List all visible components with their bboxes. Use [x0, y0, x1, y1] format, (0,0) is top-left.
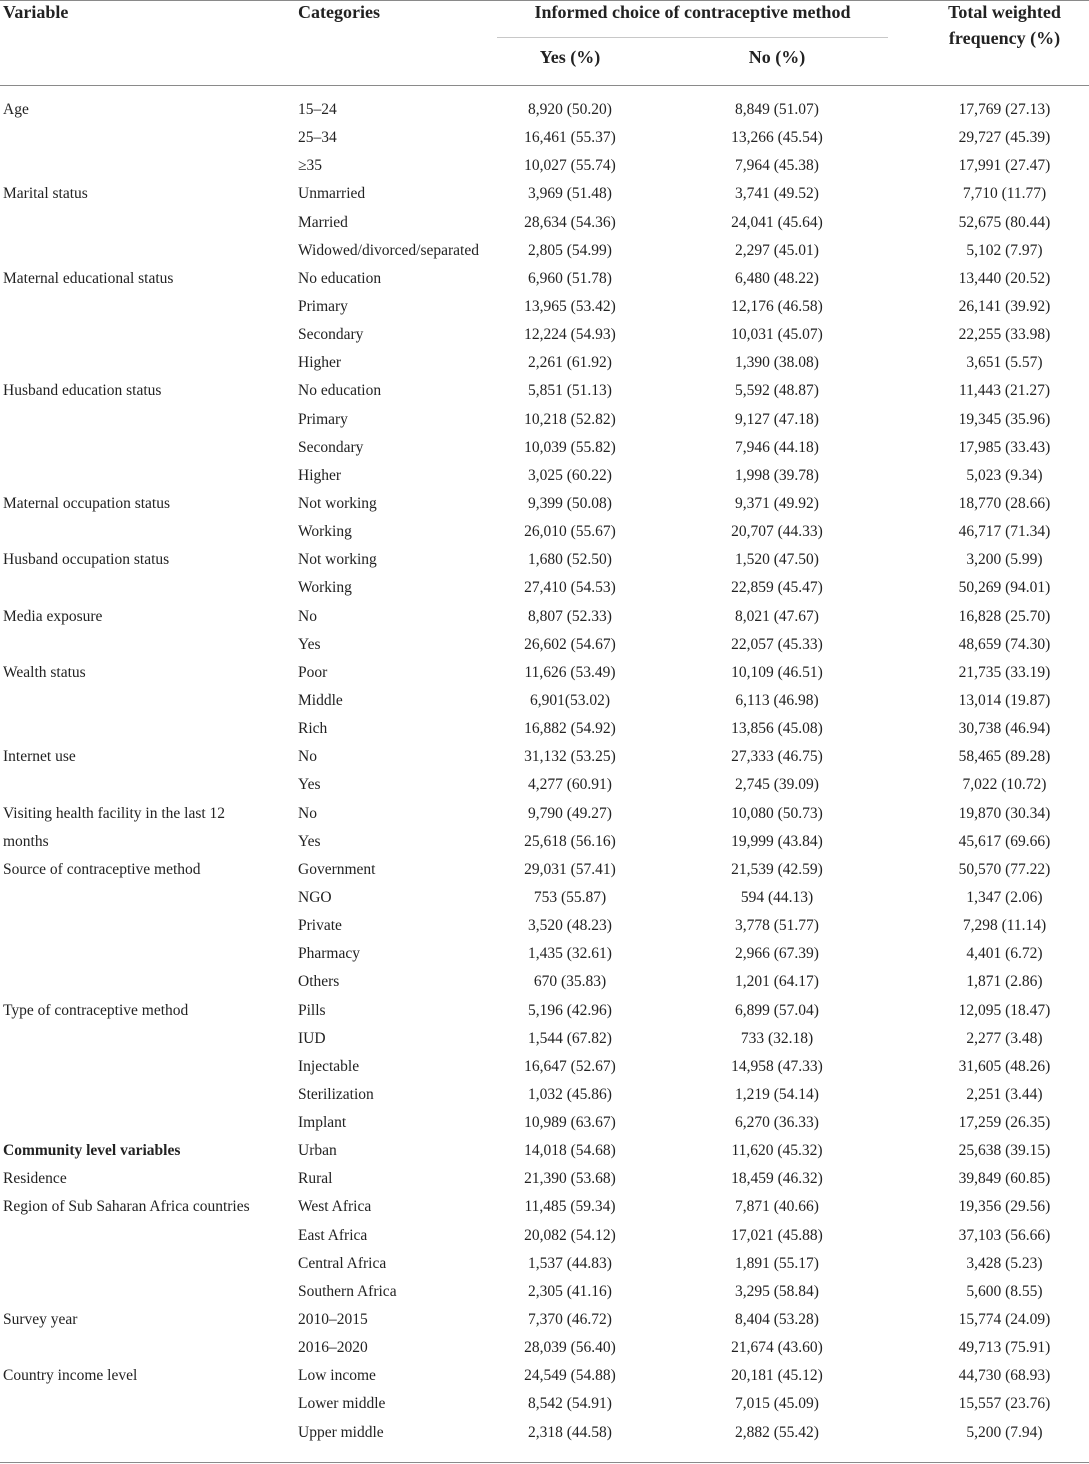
- header-no: No (%): [748, 47, 806, 67]
- table-row: [0, 715, 1089, 743]
- cell-total: 50,570 (77.22): [958, 860, 1051, 878]
- cell-yes: 2,318 (44.58): [528, 1423, 612, 1441]
- cell-category: 25–34: [298, 129, 337, 147]
- table-row: [0, 518, 1089, 546]
- cell-no: 6,480 (48.22): [735, 269, 819, 287]
- cell-yes: 6,960 (51.78): [528, 269, 612, 287]
- cell-no: 19,999 (43.84): [731, 832, 823, 850]
- cell-yes: 5,196 (42.96): [528, 1001, 612, 1019]
- table-row: [0, 743, 1089, 771]
- table-row: [0, 490, 1089, 518]
- cell-no: 22,057 (45.33): [731, 635, 823, 653]
- cell-category: No: [298, 607, 317, 625]
- table-row: [0, 180, 1089, 208]
- cell-total: 22,255 (33.98): [958, 326, 1051, 344]
- table-row: [0, 1419, 1089, 1447]
- table-row: [0, 265, 1089, 293]
- cell-category: No education: [298, 269, 382, 287]
- cell-no: 9,371 (49.92): [735, 494, 819, 512]
- table-row: [0, 1390, 1089, 1418]
- cell-no: 2,966 (67.39): [735, 945, 819, 963]
- cell-yes: 31,132 (53.25): [524, 748, 616, 766]
- cell-category: Poor: [298, 663, 328, 681]
- cell-total: 17,991 (27.47): [958, 157, 1051, 175]
- cell-category: No: [298, 804, 317, 822]
- cell-variable: Residence: [3, 1170, 67, 1188]
- cell-no: 1,891 (55.17): [735, 1254, 819, 1272]
- cell-category: East Africa: [298, 1226, 368, 1244]
- cell-yes: 24,549 (54.88): [524, 1367, 616, 1385]
- cell-category: Rural: [298, 1170, 333, 1188]
- cell-total: 31,605 (48.26): [958, 1057, 1051, 1075]
- cell-no: 5,592 (48.87): [735, 382, 819, 400]
- cell-category: Higher: [298, 466, 342, 484]
- cell-variable: Survey year: [3, 1311, 78, 1329]
- cell-no: 14,958 (47.33): [731, 1057, 823, 1075]
- cell-total: 19,356 (29.56): [958, 1198, 1051, 1216]
- cell-yes: 8,920 (50.20): [528, 101, 612, 118]
- table-row: [0, 152, 1089, 180]
- cell-yes: 1,537 (44.83): [528, 1254, 612, 1272]
- cell-no: 1,520 (47.50): [735, 551, 819, 569]
- cell-category: Rich: [298, 720, 328, 738]
- cell-total: 15,557 (23.76): [958, 1395, 1051, 1413]
- cell-yes: 2,305 (41.16): [528, 1282, 612, 1300]
- table-row: [0, 546, 1089, 574]
- cell-category: Secondary: [298, 438, 364, 456]
- cell-yes: 3,969 (51.48): [528, 185, 612, 203]
- cell-category: Working: [298, 523, 352, 541]
- cell-yes: 20,082 (54.12): [524, 1226, 616, 1244]
- table-row: [0, 237, 1089, 265]
- header-categories: Categories: [298, 2, 380, 22]
- cell-variable: Husband education status: [3, 382, 162, 400]
- cell-category: Low income: [298, 1367, 376, 1385]
- cell-variable: Region of Sub Saharan Africa countries: [3, 1198, 250, 1216]
- header-variable: Variable: [3, 2, 69, 22]
- cell-no: 6,270 (36.33): [735, 1114, 819, 1132]
- cell-total: 17,769 (27.13): [958, 101, 1051, 118]
- table-row: [0, 1250, 1089, 1278]
- cell-yes: 11,626 (53.49): [524, 663, 616, 681]
- cell-category: Yes: [298, 776, 321, 794]
- header-total-line2: frequency (%): [948, 28, 1061, 48]
- cell-yes: 9,790 (49.27): [528, 804, 612, 822]
- cell-category: Yes: [298, 635, 321, 653]
- cell-no: 10,109 (46.51): [731, 663, 823, 681]
- cell-no: 8,849 (51.07): [735, 101, 819, 118]
- cell-yes: 6,901(53.02): [529, 691, 611, 709]
- cell-category: Not working: [298, 494, 377, 512]
- cell-no: 2,745 (39.09): [735, 776, 819, 794]
- table-row: [0, 321, 1089, 349]
- cell-category: Southern Africa: [298, 1282, 397, 1300]
- cell-no: 21,674 (43.60): [731, 1339, 823, 1357]
- cell-variable: Husband occupation status: [3, 551, 170, 569]
- cell-yes: 10,027 (55.74): [524, 157, 616, 175]
- cell-yes: 5,851 (51.13): [528, 382, 612, 400]
- cell-total: 13,440 (20.52): [958, 269, 1051, 287]
- cell-no: 2,882 (55.42): [735, 1423, 819, 1441]
- cell-total: 7,022 (10.72): [962, 776, 1047, 794]
- cell-no: 7,964 (45.38): [735, 157, 819, 175]
- cell-yes: 21,390 (53.68): [524, 1170, 616, 1188]
- cell-category: Urban: [298, 1142, 337, 1160]
- cell-total: 3,200 (5.99): [966, 551, 1043, 569]
- cell-total: 7,298 (11.14): [962, 917, 1047, 935]
- cell-variable: Maternal occupation status: [3, 494, 171, 512]
- cell-category: Injectable: [298, 1057, 360, 1075]
- cell-category: Secondary: [298, 326, 364, 344]
- cell-total: 48,659 (74.30): [958, 635, 1051, 653]
- cell-category: Not working: [298, 551, 377, 569]
- cell-category: Private: [298, 917, 342, 935]
- table-row: [0, 349, 1089, 377]
- cell-category: Working: [298, 579, 352, 597]
- table-row: [0, 631, 1089, 659]
- header-total-line1: Total weighted: [948, 2, 1061, 22]
- cell-yes: 28,634 (54.36): [524, 213, 616, 231]
- cell-category: 2010–2015: [298, 1311, 368, 1329]
- cell-category: Lower middle: [298, 1395, 386, 1413]
- table-body: [0, 96, 1089, 1447]
- table-row: [0, 1137, 1089, 1165]
- cell-no: 7,871 (40.66): [735, 1198, 819, 1216]
- cell-category: Upper middle: [298, 1423, 384, 1441]
- cell-total: 16,828 (25.70): [958, 607, 1051, 625]
- cell-yes: 29,031 (57.41): [524, 860, 616, 878]
- table-row: [0, 912, 1089, 940]
- cell-variable: Visiting health facility in the last 12: [3, 804, 226, 822]
- cell-no: 20,181 (45.12): [731, 1367, 823, 1385]
- cell-no: 1,390 (38.08): [735, 354, 819, 372]
- cell-variable: Community level variables: [3, 1142, 181, 1160]
- cell-category: West Africa: [298, 1198, 372, 1216]
- table-row: [0, 1081, 1089, 1109]
- cell-no: 11,620 (45.32): [731, 1142, 823, 1160]
- table-row: [0, 406, 1089, 434]
- cell-no: 1,998 (39.78): [735, 466, 819, 484]
- cell-yes: 26,602 (54.67): [524, 635, 616, 653]
- table-row: [0, 856, 1089, 884]
- cell-total: 30,738 (46.94): [958, 720, 1051, 738]
- table-row: [0, 603, 1089, 631]
- cell-category: NGO: [298, 888, 332, 906]
- cell-category: Primary: [298, 410, 348, 428]
- cell-yes: 16,882 (54.92): [524, 720, 616, 738]
- cell-variable: Marital status: [3, 185, 88, 203]
- cell-no: 7,015 (45.09): [735, 1395, 819, 1413]
- cell-no: 12,176 (46.58): [731, 297, 823, 315]
- cell-total: 5,600 (8.55): [966, 1282, 1043, 1300]
- cell-no: 18,459 (46.32): [731, 1170, 823, 1188]
- cell-yes: 16,647 (52.67): [524, 1057, 616, 1075]
- table-row: [0, 434, 1089, 462]
- cell-total: 52,675 (80.44): [958, 213, 1051, 231]
- cell-total: 3,428 (5.23): [966, 1254, 1043, 1272]
- table-row: [0, 96, 1089, 124]
- cell-total: 37,103 (56.66): [958, 1226, 1051, 1244]
- cell-variable: Type of contraceptive method: [3, 1001, 189, 1019]
- table-row: [0, 462, 1089, 490]
- cell-total: 5,200 (7.94): [966, 1423, 1043, 1441]
- cell-no: 733 (32.18): [740, 1029, 814, 1047]
- cell-total: 1,871 (2.86): [966, 973, 1043, 991]
- cell-yes: 25,618 (56.16): [524, 832, 616, 850]
- cell-yes: 1,680 (52.50): [528, 551, 612, 569]
- cell-yes: 11,485 (59.34): [524, 1198, 616, 1216]
- cell-yes: 10,989 (63.67): [524, 1114, 616, 1132]
- cell-yes: 670 (35.83): [533, 973, 607, 991]
- cell-total: 13,014 (19.87): [958, 691, 1051, 709]
- cell-no: 21,539 (42.59): [731, 860, 823, 878]
- cell-no: 10,080 (50.73): [731, 804, 823, 822]
- cell-category: Married: [298, 213, 348, 231]
- cell-yes: 12,224 (54.93): [524, 326, 616, 344]
- cell-no: 6,899 (57.04): [735, 1001, 819, 1019]
- cell-no: 24,041 (45.64): [731, 213, 823, 231]
- table-row: [0, 940, 1089, 968]
- cell-variable: Wealth status: [3, 663, 86, 681]
- cell-yes: 10,218 (52.82): [524, 410, 616, 428]
- cell-yes: 9,399 (50.08): [528, 494, 612, 512]
- cell-no: 594 (44.13): [740, 888, 814, 906]
- cell-total: 45,617 (69.66): [958, 832, 1051, 850]
- cell-yes: 14,018 (54.68): [524, 1142, 616, 1160]
- cell-no: 3,295 (58.84): [735, 1282, 819, 1300]
- cell-yes: 8,542 (54.91): [528, 1395, 612, 1413]
- cell-yes: 27,410 (54.53): [524, 579, 616, 597]
- cell-total: 50,269 (94.01): [958, 579, 1051, 597]
- cell-category: No: [298, 748, 317, 766]
- cell-yes: 4,277 (60.91): [528, 776, 612, 794]
- table-row: [0, 687, 1089, 715]
- cell-no: 2,297 (45.01): [735, 241, 819, 259]
- table-row: [0, 1222, 1089, 1250]
- table-row: [0, 1362, 1089, 1390]
- cell-total: 2,251 (3.44): [966, 1085, 1043, 1103]
- cell-no: 27,333 (46.75): [731, 748, 823, 766]
- cell-category: IUD: [298, 1029, 326, 1047]
- cell-total: 39,849 (60.85): [958, 1170, 1051, 1188]
- cell-total: 29,727 (45.39): [958, 129, 1051, 147]
- cell-yes: 10,039 (55.82): [524, 438, 616, 456]
- cell-category: Widowed/divorced/separated: [298, 241, 479, 259]
- cell-yes: 16,461 (55.37): [524, 129, 616, 147]
- cell-no: 7,946 (44.18): [735, 438, 819, 456]
- cell-yes: 8,807 (52.33): [528, 607, 612, 625]
- table-row: [0, 997, 1089, 1025]
- cell-total: 12,095 (18.47): [958, 1001, 1051, 1019]
- cell-yes: 26,010 (55.67): [524, 523, 616, 541]
- cell-no: 20,707 (44.33): [731, 523, 823, 541]
- cell-yes: 1,544 (67.82): [528, 1029, 612, 1047]
- cell-no: 1,219 (54.14): [735, 1085, 819, 1103]
- cell-total: 46,717 (71.34): [958, 523, 1051, 541]
- cell-total: 7,710 (11.77): [962, 185, 1047, 203]
- cell-total: 4,401 (6.72): [966, 945, 1043, 963]
- cell-variable: Country income level: [3, 1367, 138, 1385]
- table-row: [0, 293, 1089, 321]
- cell-total: 19,870 (30.34): [958, 804, 1051, 822]
- cell-category: Middle: [298, 691, 343, 709]
- cell-yes: 13,965 (53.42): [524, 297, 616, 315]
- cell-category: Central Africa: [298, 1254, 387, 1272]
- cell-category: Unmarried: [298, 185, 366, 203]
- table-row: [0, 1109, 1089, 1137]
- table-row: [0, 659, 1089, 687]
- cell-yes: 28,039 (56.40): [524, 1339, 616, 1357]
- cell-total: 19,345 (35.96): [958, 410, 1051, 428]
- table-row: [0, 124, 1089, 152]
- cell-category: 2016–2020: [298, 1339, 368, 1357]
- table-row: [0, 968, 1089, 996]
- cell-category: Higher: [298, 354, 342, 372]
- cell-total: 5,102 (7.97): [966, 241, 1043, 259]
- cell-total: 11,443 (21.27): [958, 382, 1051, 400]
- cell-variable: Maternal educational status: [3, 269, 174, 287]
- cell-no: 1,201 (64.17): [735, 973, 819, 991]
- cell-variable: months: [3, 832, 49, 850]
- table-row: [0, 1334, 1089, 1362]
- cell-category: Others: [298, 973, 340, 991]
- cell-no: 3,778 (51.77): [735, 917, 819, 935]
- cell-total: 49,713 (75.91): [958, 1339, 1051, 1357]
- cell-yes: 2,805 (54.99): [528, 241, 612, 259]
- table-row: [0, 1025, 1089, 1053]
- cell-variable: Media exposure: [3, 607, 103, 625]
- header-total-weighted-frequency: [920, 0, 1089, 51]
- table-row: [0, 1278, 1089, 1306]
- cell-total: 5,023 (9.34): [966, 466, 1043, 484]
- cell-category: Government: [298, 860, 376, 878]
- table-bottom-rule: [0, 1462, 1089, 1463]
- cell-no: 3,741 (49.52): [735, 185, 819, 203]
- table-row: [0, 1306, 1089, 1334]
- cell-no: 13,856 (45.08): [731, 720, 823, 738]
- cell-total: 44,730 (68.93): [958, 1367, 1051, 1385]
- cell-yes: 7,370 (46.72): [528, 1311, 612, 1329]
- cell-yes: 1,435 (32.61): [528, 945, 612, 963]
- table-row: [0, 1053, 1089, 1081]
- table-row: [0, 209, 1089, 237]
- cell-total: 26,141 (39.92): [958, 297, 1051, 315]
- cell-total: 3,651 (5.57): [966, 354, 1043, 372]
- cell-total: 15,774 (24.09): [958, 1311, 1051, 1329]
- cell-no: 8,021 (47.67): [735, 607, 819, 625]
- cell-yes: 1,032 (45.86): [528, 1085, 612, 1103]
- cell-variable: Age: [3, 101, 29, 118]
- cell-no: 10,031 (45.07): [731, 326, 823, 344]
- cell-total: 25,638 (39.15): [958, 1142, 1051, 1160]
- table-row: [0, 884, 1089, 912]
- header-subgroup-rule: [497, 37, 888, 38]
- header-informed-choice: Informed choice of contraceptive method: [534, 2, 851, 22]
- cell-total: 58,465 (89.28): [958, 748, 1051, 766]
- cell-category: No education: [298, 382, 382, 400]
- cell-category: Pills: [298, 1001, 326, 1019]
- cell-no: 17,021 (45.88): [731, 1226, 823, 1244]
- cell-no: 8,404 (53.28): [735, 1311, 819, 1329]
- table-row: [0, 771, 1089, 799]
- cell-no: 22,859 (45.47): [731, 579, 823, 597]
- table-row: [0, 828, 1089, 856]
- cell-variable: Source of contraceptive method: [3, 860, 201, 878]
- cell-total: 21,735 (33.19): [958, 663, 1051, 681]
- table-header-rule: [0, 85, 1089, 86]
- table-row: [0, 1193, 1089, 1221]
- table-row: [0, 377, 1089, 405]
- cell-yes: 2,261 (61.92): [528, 354, 612, 372]
- cell-category: Yes: [298, 832, 321, 850]
- cell-category: Implant: [298, 1114, 347, 1132]
- table-row: [0, 574, 1089, 602]
- cell-no: 13,266 (45.54): [731, 129, 823, 147]
- cell-yes: 753 (55.87): [533, 888, 607, 906]
- cell-yes: 3,025 (60.22): [528, 466, 612, 484]
- cell-total: 17,985 (33.43): [958, 438, 1051, 456]
- table-row: [0, 1165, 1089, 1193]
- cell-variable: Internet use: [3, 748, 76, 766]
- cell-category: Sterilization: [298, 1085, 374, 1103]
- cell-no: 9,127 (47.18): [735, 410, 819, 428]
- cell-total: 17,259 (26.35): [958, 1114, 1051, 1132]
- cell-yes: 3,520 (48.23): [528, 917, 612, 935]
- cell-no: 6,113 (46.98): [735, 691, 819, 709]
- cell-category: 15–24: [298, 101, 337, 118]
- cell-category: ≥35: [298, 157, 323, 175]
- cell-total: 18,770 (28.66): [958, 494, 1051, 512]
- cell-category: Primary: [298, 297, 348, 315]
- cell-category: Pharmacy: [298, 945, 360, 963]
- table-row: [0, 800, 1089, 828]
- header-yes: Yes (%): [539, 47, 601, 67]
- cell-total: 2,277 (3.48): [966, 1029, 1043, 1047]
- cell-total: 1,347 (2.06): [966, 888, 1043, 906]
